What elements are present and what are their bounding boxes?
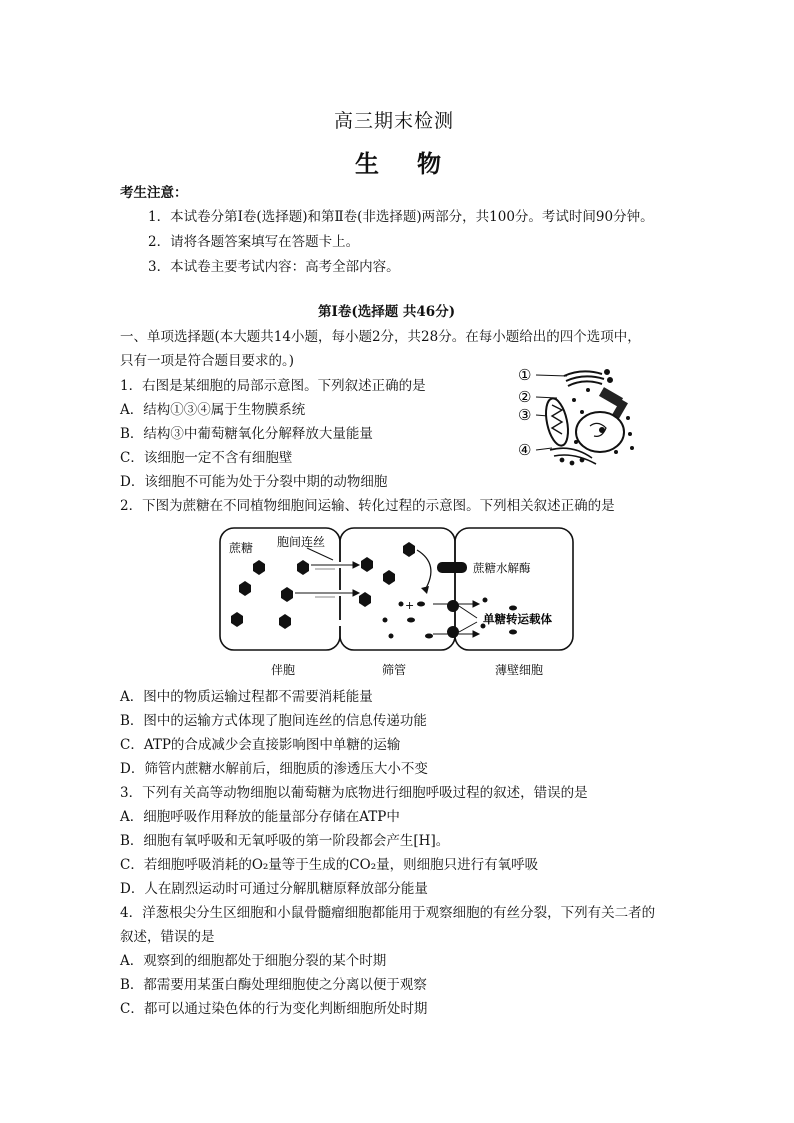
nucleus	[576, 412, 624, 452]
label-sucrose: 蔗糖	[229, 541, 254, 555]
q3-option-a: A．细胞呼吸作用释放的能量部分存储在ATP中	[120, 809, 400, 825]
q2-option-b: B．图中的运输方式体现了胞间连丝的信息传递功能	[120, 713, 427, 729]
q1-stem: 1．右图是某细胞的局部示意图。下列叙述正确的是	[120, 378, 426, 394]
q1-option-a: A．结构①③④属于生物膜系统	[120, 402, 306, 418]
sucrose-transport-diagram	[215, 524, 580, 682]
q2-option-d: D．筛管内蔗糖水解前后，细胞质的渗透压大小不变	[120, 761, 428, 777]
q4-option-c: C．都可以通过染色体的行为变化判断细胞所处时期	[120, 1001, 428, 1017]
q4-option-a: A．观察到的细胞都处于细胞分裂的某个时期	[120, 953, 387, 969]
label-sieve-tube: 筛管	[382, 663, 407, 677]
notice-item-2: 2．请将各题答案填写在答题卡上。	[148, 234, 360, 250]
q1-option-d: D．该细胞不可能为处于分裂中期的动物细胞	[120, 474, 388, 490]
notice-item-1: 1．本试卷分第Ⅰ卷(选择题)和第Ⅱ卷(非选择题)两部分，共100分。考试时间90分钟。	[148, 209, 654, 225]
q1-option-c: C．该细胞一定不含有细胞壁	[120, 450, 293, 466]
label-parenchyma-cell: 薄壁细胞	[495, 663, 544, 677]
section-intro-line1: 一、单项选择题(本大题共14小题，每小题2分，共28分。在每小题给出的四个选项中，	[120, 329, 641, 345]
label-3: ③	[518, 406, 532, 424]
notice-heading: 考生注意：	[120, 185, 188, 201]
label-1: ①	[518, 366, 532, 384]
notice-item-3: 3．本试卷主要考试内容：高考全部内容。	[148, 259, 400, 275]
label-4: ④	[518, 441, 532, 459]
q4-stem-line1: 4．洋葱根尖分生区细胞和小鼠骨髓瘤细胞都能用于观察细胞的有丝分裂，下列有关二者的	[120, 905, 656, 921]
golgi-apparatus	[564, 370, 612, 386]
q3-option-c: C．若细胞呼吸消耗的O₂量等于生成的CO₂量，则细胞只进行有氧呼吸	[120, 857, 539, 873]
q3-stem: 3．下列有关高等动物细胞以葡萄糖为底物进行细胞呼吸过程的叙述，错误的是	[120, 785, 588, 801]
label-2: ②	[518, 388, 532, 406]
subject-char-2: 物	[417, 149, 441, 178]
q3-option-b: B．细胞有氧呼吸和无氧呼吸的第一阶段都会产生[H]。	[120, 833, 450, 849]
monosaccharide-transporter	[447, 600, 459, 638]
q2-stem: 2．下图为蔗糖在不同植物细胞间运输、转化过程的示意图。下列相关叙述正确的是	[120, 498, 615, 514]
invertase	[437, 562, 467, 573]
q1-option-b: B．结构③中葡萄糖氧化分解释放大量能量	[120, 426, 373, 442]
cell-diagram	[512, 360, 652, 480]
q2-option-c: C．ATP的合成减少会直接影响图中单糖的运输	[120, 737, 401, 753]
section-intro-line2: 只有一项是符合题目要求的。)	[120, 353, 295, 369]
label-transporter: 单糖转运载体	[483, 612, 552, 626]
q2-option-a: A．图中的物质运输过程都不需要消耗能量	[120, 689, 373, 705]
q3-option-d: D．人在剧烈运动时可通过分解肌糖原释放部分能量	[120, 881, 428, 897]
label-companion-cell: 伴胞	[271, 663, 296, 677]
label-invertase: 蔗糖水解酶	[473, 561, 531, 575]
q4-stem-line2: 叙述，错误的是	[120, 929, 215, 945]
q4-option-b: B．都需要用某蛋白酶处理细胞使之分离以便于观察	[120, 977, 427, 993]
section-title: 第Ⅰ卷(选择题 共46分)	[318, 304, 456, 320]
subject-char-1: 生	[355, 149, 379, 178]
label-plasmodesmata: 胞间连丝	[277, 535, 326, 549]
mitochondrion	[542, 396, 572, 447]
sieve-tube	[340, 528, 455, 650]
exam-title: 高三期末检测	[334, 110, 455, 132]
label-plus: +	[405, 599, 415, 612]
